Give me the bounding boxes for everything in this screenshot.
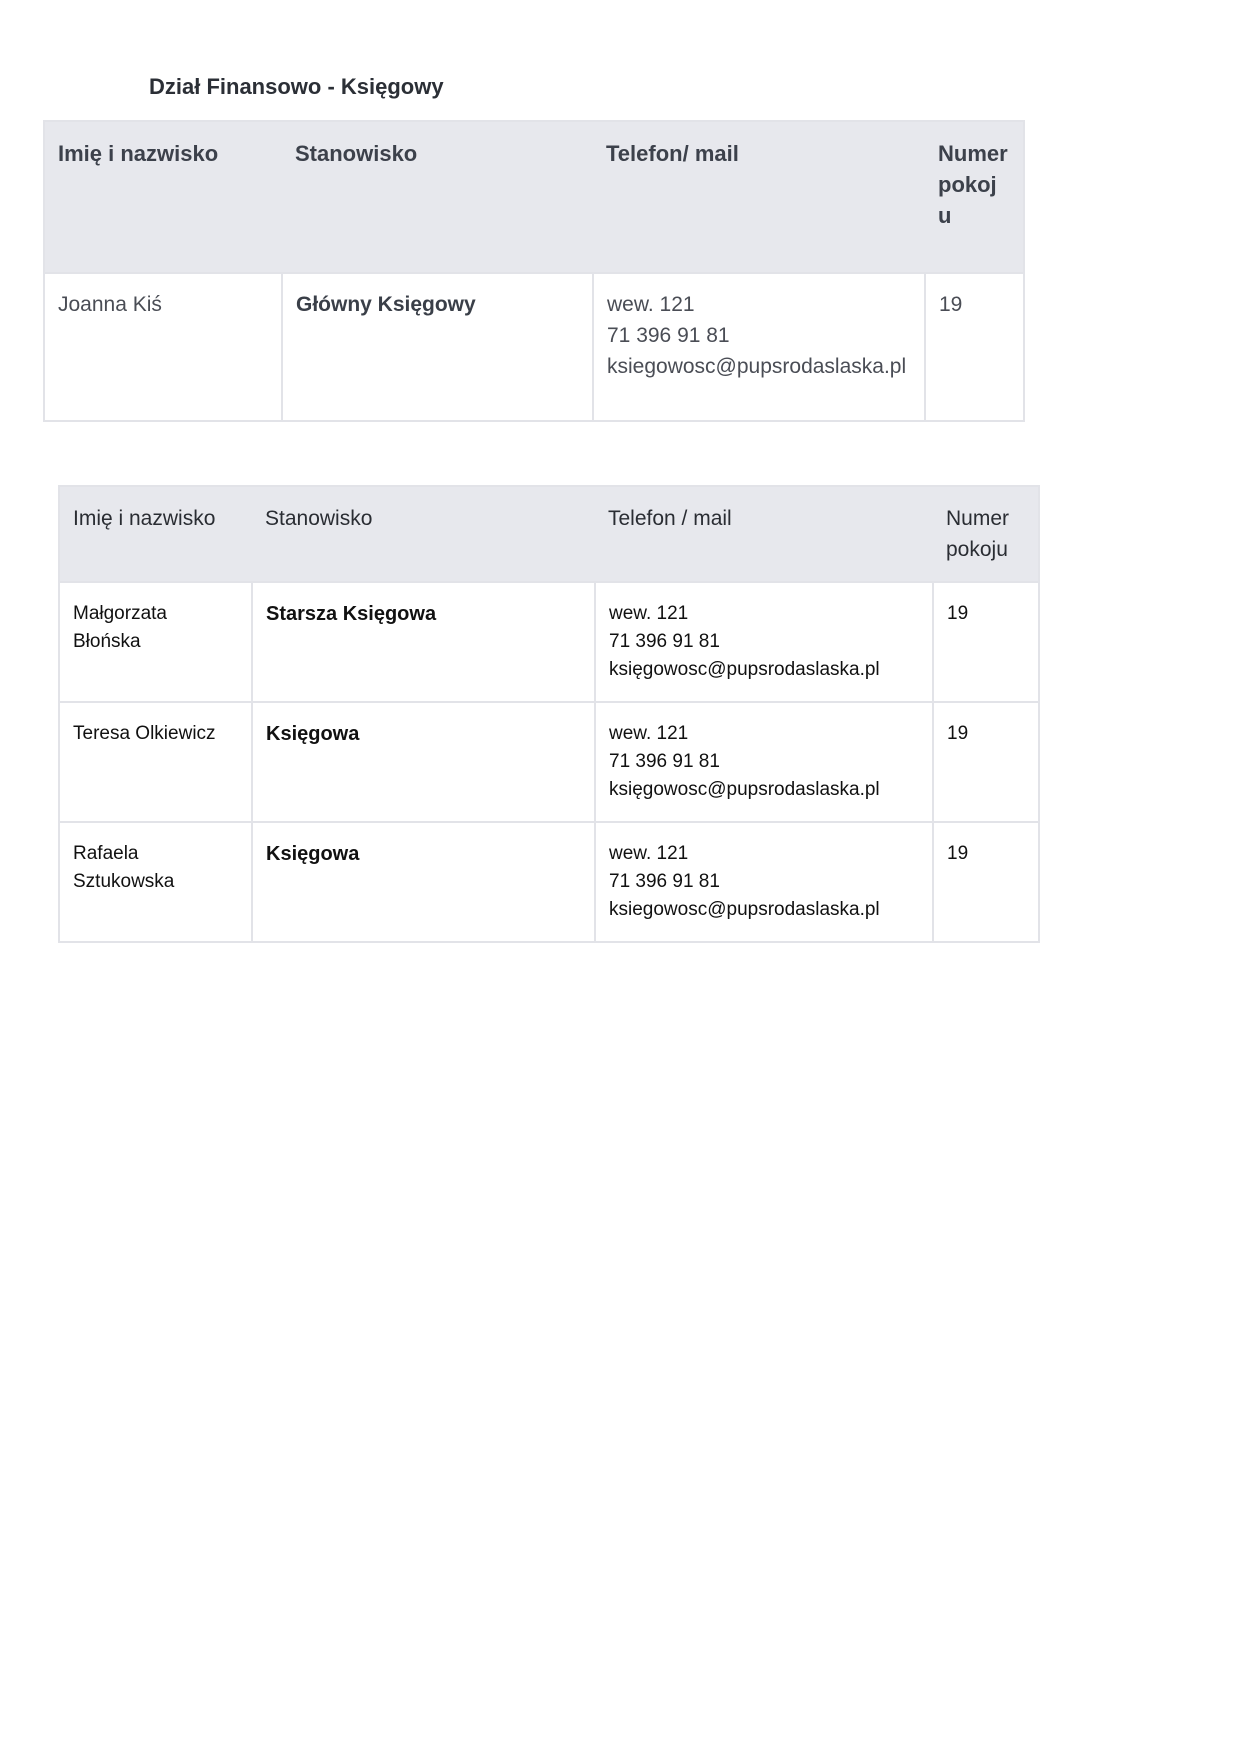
cell-contact: [595, 702, 933, 822]
header-position: Stanowisko: [252, 486, 595, 582]
table-header-row: [44, 121, 1024, 273]
email-link[interactable]: księgowosc@pupsrodaslaska.pl: [609, 659, 880, 680]
cell-name: Teresa Olkiewicz: [59, 702, 252, 822]
cell-name: Joanna Kiś: [44, 273, 282, 421]
table-row: [44, 273, 1024, 421]
extension: wew. 121: [607, 293, 695, 316]
cell-contact: [595, 582, 933, 702]
extension: wew. 121: [609, 603, 689, 624]
header-name: Imię i nazwisko: [44, 121, 282, 273]
table-row: [59, 582, 1039, 702]
header-contact: Telefon/ mail: [593, 121, 925, 273]
cell-position: Główny Księgowy: [282, 273, 593, 421]
extension: wew. 121: [609, 843, 689, 864]
cell-contact: [593, 273, 925, 421]
table-row: [59, 822, 1039, 942]
finance-staff-table-2: [58, 485, 1040, 943]
cell-position: Księgowa: [252, 702, 595, 822]
phone-number: 71 396 91 81: [609, 751, 720, 772]
cell-position: Starsza Księgowa: [252, 582, 595, 702]
email-link[interactable]: ksiegowosc@pupsrodaslaska.pl: [609, 899, 880, 920]
cell-position: Księgowa: [252, 822, 595, 942]
cell-room: 19: [925, 273, 1024, 421]
header-position: Stanowisko: [282, 121, 593, 273]
header-name: Imię i nazwisko: [59, 486, 252, 582]
cell-name: Małgorzata Błońska: [59, 582, 252, 702]
phone-number: 71 396 91 81: [607, 324, 730, 347]
finance-staff-table-1: [43, 120, 1025, 422]
header-room: Numer pokoju: [925, 121, 1024, 273]
extension: wew. 121: [609, 723, 689, 744]
cell-room: 19: [933, 822, 1039, 942]
email-link[interactable]: księgowosc@pupsrodaslaska.pl: [609, 779, 880, 800]
phone-number: 71 396 91 81: [609, 871, 720, 892]
section-title: Dział Finansowo - Księgowy: [149, 74, 444, 99]
header-room: Numer pokoju: [933, 486, 1039, 582]
cell-room: 19: [933, 582, 1039, 702]
email-link[interactable]: ksiegowosc@pupsrodaslaska.pl: [607, 355, 907, 378]
cell-contact: [595, 822, 933, 942]
phone-number: 71 396 91 81: [609, 631, 720, 652]
table-row: [59, 702, 1039, 822]
header-contact: Telefon / mail: [595, 486, 933, 582]
cell-name: Rafaela Sztukowska: [59, 822, 252, 942]
cell-room: 19: [933, 702, 1039, 822]
table-header-row: [59, 486, 1039, 582]
